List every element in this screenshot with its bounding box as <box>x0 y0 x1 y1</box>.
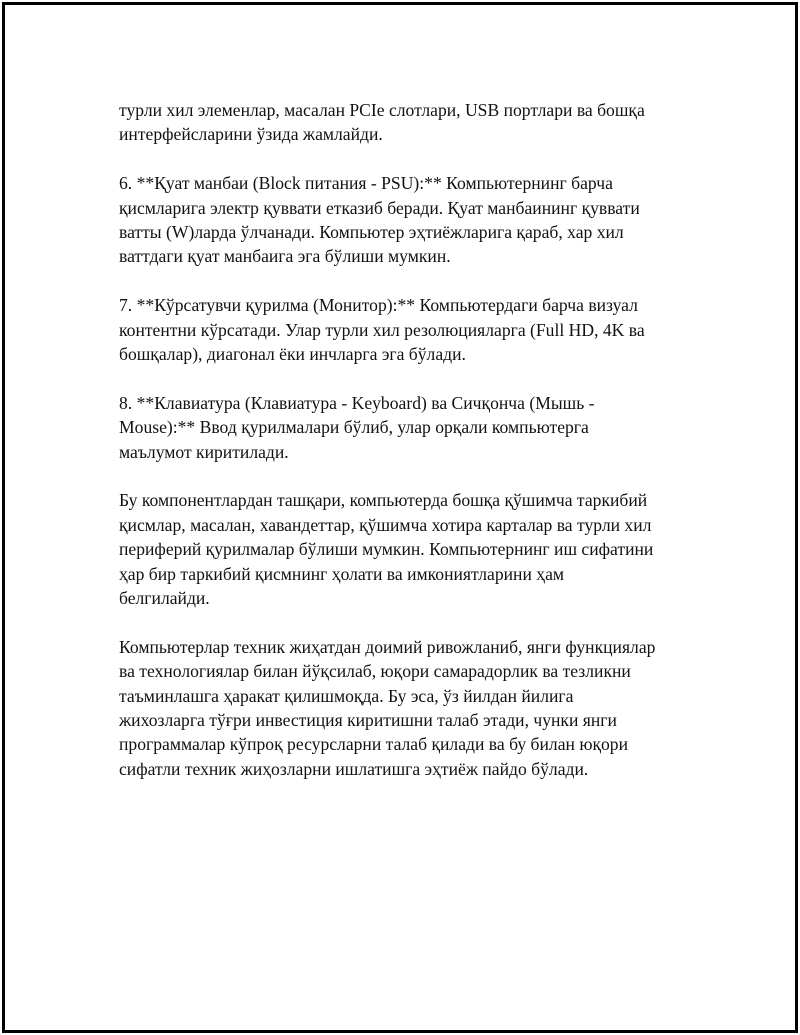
text-line: қисмларига электр қуввати етказиб беради. Қуат манбаининг қуввати <box>119 197 640 218</box>
text-line: 7. **Кўрсатувчи қурилма (Монитор):** Компьютердаги барча визуал <box>119 295 638 316</box>
text-line: бошқалар), диагонал ёки инчларга эга бўлади. <box>119 344 466 365</box>
text-line: контентни кўрсатади. Улар турли хил резолюцияларга (Full HD, 4K ва <box>119 319 645 340</box>
text-line: Mouse):** Ввод қурилмалари бўлиб, улар орқали компьютерга <box>119 417 589 438</box>
text-line: қисмлар, масалан, хавандеттар, қўшимча хотира карталар ва турли хил <box>119 514 652 535</box>
text-line: маълумот киритилади. <box>119 441 289 462</box>
text-line: программалар кўпроқ ресурсларни талаб қилади ва бу билан юқори <box>119 734 629 755</box>
paragraph-keyboard-mouse <box>119 391 699 464</box>
text-line: ва технологиялар билан йўқсилаб, юқори самарадорлик ва тезликни <box>119 661 631 682</box>
text-line: 8. **Клавиатура (Клавиатура - Keyboard) ва Сичқонча (Мышь - <box>119 392 595 413</box>
paragraph-other-components <box>119 488 699 610</box>
text-line: ватты (W)ларда ўлчанади. Компьютер эҳтиёжларига қараб, хар хил <box>119 222 624 243</box>
text-line: Компьютерлар техник жиҳатдан доимий ривожланиб, янги функциялар <box>119 636 656 657</box>
text-line: ҳар бир таркибий қисмнинг ҳолати ва имкониятларини ҳам <box>119 563 565 584</box>
paragraph-power-supply <box>119 171 699 269</box>
text-line: 6. **Қуат манбаи (Block питания - PSU):** Компьютернинг барча <box>119 173 613 194</box>
document-page <box>2 2 798 1033</box>
text-line: сифатли техник жиҳозларни ишлатишга эҳтиёж пайдо бўлади. <box>119 758 589 779</box>
text-line: жихозларга тўғри инвестиция киритишни талаб этади, чунки янги <box>119 710 617 731</box>
document-body <box>119 98 699 806</box>
paragraph-monitor <box>119 293 699 366</box>
text-line: периферий қурилмалар бўлиши мумкин. Компьютернинг иш сифатини <box>119 539 654 560</box>
paragraph-motherboard-continuation <box>119 98 699 147</box>
text-line: интерфейсларини ўзида жамлайди. <box>119 124 383 145</box>
text-line: белгилайди. <box>119 588 210 609</box>
text-line: таъминлашга ҳаракат қилишмоқда. Бу эса, ўз йилдан йилига <box>119 685 574 706</box>
paragraph-technology-development <box>119 635 699 781</box>
text-line: турли хил элеменлар, масалан PCIe слотлари, USB портлари ва бошқа <box>119 100 645 120</box>
text-line: ваттдаги қуат манбаига эга бўлиши мумкин. <box>119 246 451 267</box>
text-line: Бу компонентлардан ташқари, компьютерда бошқа қўшимча таркибий <box>119 490 648 511</box>
